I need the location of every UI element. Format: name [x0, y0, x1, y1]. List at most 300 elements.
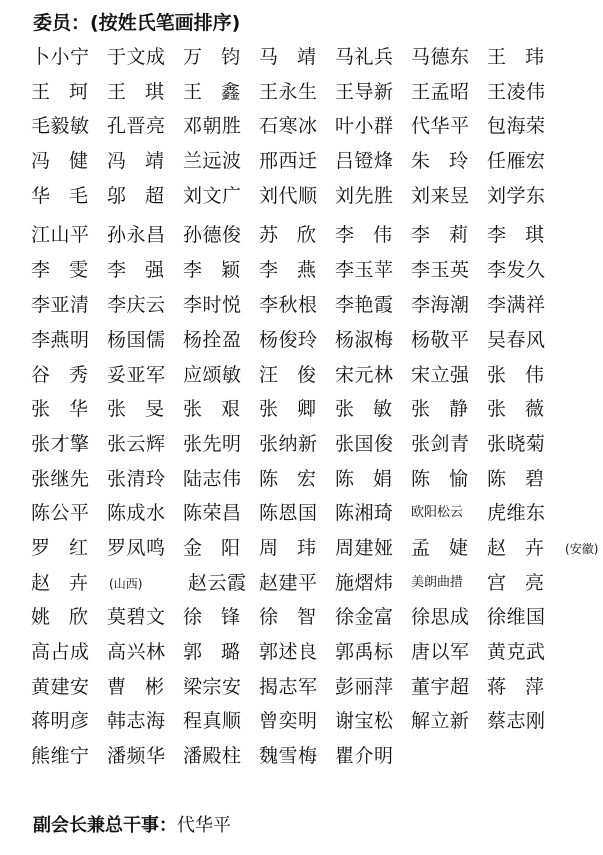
member-name — [335, 566, 394, 600]
member-name — [411, 392, 487, 426]
member-name — [107, 179, 183, 213]
member-name-text: 孙德俊 — [183, 224, 242, 247]
member-name-text: 万钧 — [183, 46, 260, 68]
member-name — [411, 323, 470, 357]
member-name — [107, 144, 183, 178]
member-name-text: 吕镫烽 — [335, 150, 394, 173]
member-name — [259, 739, 318, 773]
member-name-text: 代华平 — [411, 115, 470, 138]
member-name — [31, 253, 107, 287]
member-name-text: 李莉 — [411, 224, 488, 247]
member-name — [487, 144, 546, 178]
member-name — [487, 40, 563, 74]
name-row — [31, 392, 603, 427]
member-name-text: 李满祥 — [487, 294, 546, 317]
member-name-text: 王琪 — [107, 80, 184, 103]
member-name-text: 徐金富 — [335, 606, 394, 629]
member-name-text: 解立新 — [411, 710, 470, 733]
member-name-text: 李发久 — [487, 259, 546, 282]
member-name-text: 张才擎 — [31, 432, 90, 455]
member-name-text: 张伟 — [487, 363, 564, 386]
member-name — [31, 288, 90, 322]
member-name-text: 张旻 — [107, 398, 184, 421]
member-name-text: 李海潮 — [411, 294, 470, 317]
member-name-text: 陈荣昌 — [183, 502, 242, 525]
member-name — [107, 392, 183, 426]
member-name — [335, 109, 394, 143]
member-name — [259, 253, 335, 287]
member-name-text: 马靖 — [259, 46, 336, 68]
member-name — [31, 75, 107, 109]
member-name — [31, 739, 90, 773]
member-name — [487, 75, 546, 109]
member-name-text: 赵建平 — [259, 571, 318, 594]
member-name — [183, 144, 242, 178]
member-name-text: 冯健 — [31, 150, 108, 173]
member-name-text: 任雁宏 — [487, 150, 546, 173]
member-name-text: 李时悦 — [183, 294, 242, 317]
member-name-text: 张先明 — [183, 432, 242, 455]
member-name — [31, 670, 90, 704]
member-name-text: 陈公平 — [31, 502, 90, 525]
member-name — [487, 358, 563, 392]
member-name-text: 张云辉 — [107, 432, 166, 455]
member-name-text: 张清玲 — [107, 467, 166, 490]
committee-member-name-grid — [31, 40, 603, 774]
member-name — [107, 358, 166, 392]
member-name-text: 张卿 — [259, 398, 336, 421]
member-name — [107, 739, 166, 773]
member-name — [31, 496, 90, 530]
member-name — [31, 531, 107, 565]
member-name — [335, 179, 394, 213]
member-name-text: 李玉英 — [411, 259, 470, 282]
member-name — [31, 566, 142, 600]
member-name — [259, 635, 318, 669]
member-name — [411, 635, 470, 669]
member-name-text: 虎维东 — [487, 502, 546, 525]
member-name — [183, 704, 242, 738]
member-name-text: 莫碧文 — [107, 606, 166, 629]
secretary-general-label: 副会长兼总干事： — [33, 815, 177, 836]
member-name-text: 蒋萍 — [487, 675, 564, 698]
name-row — [31, 496, 603, 531]
member-name-text: 李玉苹 — [335, 259, 394, 282]
name-row — [31, 213, 603, 253]
member-name-text: 邢西迁 — [259, 150, 318, 173]
member-name — [183, 427, 242, 461]
member-name — [487, 462, 563, 496]
member-name-text: 李伟 — [335, 224, 412, 247]
member-name-text: 谢宝松 — [335, 710, 394, 733]
member-name-text: 王导新 — [335, 80, 394, 103]
member-name-text: 刘文广 — [183, 184, 242, 207]
member-name-text: 李雯 — [31, 259, 108, 282]
member-name — [335, 392, 411, 426]
member-name — [31, 109, 90, 143]
member-name — [183, 179, 242, 213]
member-name-text: 陈恩国 — [259, 502, 318, 525]
member-name-text: 程真顺 — [183, 710, 242, 733]
name-row — [31, 179, 603, 214]
member-name-text: 高占成 — [31, 641, 90, 663]
member-name-text: 蔡志刚 — [487, 710, 546, 733]
member-name — [259, 288, 318, 322]
member-name-text: 毛毅敏 — [31, 115, 90, 138]
member-name — [487, 179, 546, 213]
name-row — [31, 323, 603, 358]
member-name-text: 马德东 — [411, 46, 470, 68]
member-name-text: 陈宏 — [259, 467, 336, 490]
member-name-text: 张薇 — [487, 398, 564, 421]
member-name — [259, 600, 335, 634]
member-name — [31, 600, 107, 634]
member-name — [335, 358, 394, 392]
member-name — [259, 531, 335, 565]
member-name-text: 李艳霞 — [335, 294, 394, 317]
member-name — [107, 462, 166, 496]
member-name-text: 李颖 — [183, 259, 260, 282]
name-row — [31, 531, 603, 566]
member-name — [31, 144, 107, 178]
member-name-text: 李秋根 — [259, 294, 318, 317]
member-name — [107, 704, 166, 738]
member-name — [259, 704, 318, 738]
member-name — [183, 496, 242, 530]
name-row — [31, 635, 603, 670]
member-name-text: 张静 — [411, 398, 488, 421]
member-name-text: 魏雪梅 — [259, 745, 318, 768]
member-name — [31, 323, 90, 357]
member-name — [107, 109, 166, 143]
member-name — [411, 427, 470, 461]
member-name — [487, 566, 563, 600]
member-name — [183, 739, 242, 773]
member-name — [183, 323, 242, 357]
member-name-text: 唐以军 — [411, 641, 470, 663]
member-name-text: 刘先胜 — [335, 184, 394, 207]
member-name-text: 徐维国 — [487, 606, 546, 629]
member-name-text: 卜小宁 — [31, 46, 90, 68]
name-row — [31, 600, 603, 635]
name-row — [31, 253, 603, 288]
member-name — [335, 600, 394, 634]
name-row — [31, 704, 603, 739]
member-name-text: 宋立强 — [411, 363, 470, 386]
member-name — [335, 496, 394, 530]
member-name — [335, 288, 394, 322]
member-name-text: 张纳新 — [259, 432, 318, 455]
member-name — [411, 462, 487, 496]
member-name — [487, 496, 546, 530]
member-name — [487, 218, 563, 252]
member-name — [107, 253, 183, 287]
member-name — [335, 323, 394, 357]
member-name — [259, 40, 335, 74]
member-name — [183, 358, 242, 392]
member-name — [335, 218, 411, 252]
member-name — [411, 40, 470, 74]
member-name-text: 陈愉 — [411, 467, 488, 490]
member-name-text: 韩志海 — [107, 710, 166, 733]
member-name-text: 华毛 — [31, 184, 108, 207]
member-name — [411, 496, 463, 530]
member-name-text: 蒋明彦 — [31, 710, 90, 733]
member-name — [411, 253, 470, 287]
member-name — [31, 704, 90, 738]
member-name-text: 陈娟 — [335, 467, 412, 490]
member-name-text: 张艰 — [183, 398, 260, 421]
member-name — [335, 462, 411, 496]
member-name — [411, 531, 487, 565]
member-name — [183, 392, 259, 426]
member-name — [107, 323, 166, 357]
member-name-text: 李强 — [107, 259, 184, 282]
committee-members-heading: 委员：(按姓氏笔画排序) — [33, 12, 241, 34]
member-name — [487, 392, 563, 426]
member-name-text: 姚欣 — [31, 606, 108, 629]
member-name — [411, 704, 470, 738]
member-name — [259, 566, 318, 600]
member-name — [411, 109, 470, 143]
member-name — [183, 75, 259, 109]
member-name-text: 苏欣 — [259, 224, 336, 247]
member-name-text: 董宇超 — [411, 675, 470, 698]
member-name-text: 江山平 — [31, 224, 90, 247]
member-name-text: 欧阳松云 — [411, 505, 464, 521]
member-name — [487, 704, 546, 738]
member-name — [487, 323, 546, 357]
member-name — [411, 179, 470, 213]
member-name — [183, 531, 259, 565]
name-row — [31, 566, 603, 601]
member-name — [31, 462, 90, 496]
secretary-general-line — [33, 811, 231, 841]
member-name-text: 高兴林 — [107, 641, 166, 663]
member-name — [411, 288, 470, 322]
secretary-general-name: 代华平 — [177, 815, 231, 836]
member-name — [107, 427, 166, 461]
member-name-text: 陈成水 — [107, 502, 166, 525]
member-name — [107, 218, 166, 252]
name-row — [31, 288, 603, 323]
member-name-text: 周玮 — [259, 536, 336, 559]
member-name-text: 谷秀 — [31, 363, 108, 386]
member-name — [487, 600, 546, 634]
member-name-text: 徐智 — [259, 606, 336, 629]
member-name — [183, 253, 259, 287]
member-name-text: 王鑫 — [183, 80, 260, 103]
member-name — [31, 358, 107, 392]
member-name-text: 陈湘琦 — [335, 502, 394, 525]
member-name-text: 彭丽萍 — [335, 675, 394, 698]
member-name — [259, 109, 318, 143]
member-name — [183, 635, 259, 669]
member-name — [183, 670, 242, 704]
member-name-text: 王凌伟 — [487, 80, 546, 103]
member-name — [487, 531, 598, 565]
member-name — [335, 144, 394, 178]
member-name-text: 张华 — [31, 398, 108, 421]
member-name — [411, 75, 470, 109]
member-name — [183, 600, 259, 634]
member-name-text: 周建娅 — [335, 536, 394, 559]
member-name — [335, 40, 394, 74]
member-name — [259, 358, 335, 392]
member-name-text: 杨拴盈 — [183, 328, 242, 351]
member-name — [411, 218, 487, 252]
member-name-text: 张晓菊 — [487, 432, 546, 455]
member-name — [335, 739, 394, 773]
member-name — [183, 40, 259, 74]
member-name-text: 杨敬平 — [411, 328, 470, 351]
member-name-text: 罗凤鸣 — [107, 536, 166, 559]
member-name-text: 王珂 — [31, 80, 108, 103]
member-name-text: 宫亮 — [487, 571, 564, 594]
member-name-text: 妥亚军 — [107, 363, 166, 386]
member-name-text: 曾奕明 — [259, 710, 318, 733]
member-name-text: 李亚清 — [31, 294, 90, 317]
name-row — [31, 427, 603, 462]
member-name — [411, 358, 470, 392]
member-name-text: 兰远波 — [183, 150, 242, 173]
member-name-text: 罗红 — [31, 536, 108, 559]
member-name — [107, 600, 166, 634]
member-name-text: 李燕 — [259, 259, 336, 282]
member-region-note: (山西) — [109, 576, 143, 591]
member-name-text: 赵云霞 — [188, 571, 247, 594]
member-name — [259, 427, 318, 461]
member-name — [183, 109, 242, 143]
member-name-text: 石寒冰 — [259, 115, 318, 138]
member-name — [411, 600, 470, 634]
member-name — [107, 670, 183, 704]
member-name-text: 邬超 — [107, 184, 184, 207]
member-name-text: 孔晋亮 — [107, 115, 166, 138]
member-name-text: 郭述良 — [259, 641, 318, 663]
member-name — [259, 392, 335, 426]
member-name — [335, 253, 394, 287]
member-name-text: 张剑青 — [411, 432, 470, 455]
member-name-text: 汪俊 — [259, 363, 336, 386]
member-name — [183, 218, 242, 252]
member-name — [259, 179, 318, 213]
member-name-text: 黄克武 — [487, 641, 546, 663]
member-name — [411, 144, 487, 178]
member-name — [487, 427, 546, 461]
member-name-text: 陈碧 — [487, 467, 564, 490]
name-row — [31, 75, 603, 110]
member-name-text: 于文成 — [107, 46, 166, 68]
member-name — [335, 531, 394, 565]
member-name-text: 张国俊 — [335, 432, 394, 455]
member-name-text: 王玮 — [487, 46, 564, 68]
member-name — [31, 218, 90, 252]
name-row — [31, 144, 603, 179]
member-name-text: 揭志军 — [259, 675, 318, 698]
member-name-text: 杨淑梅 — [335, 328, 394, 351]
member-name-text: 郭璐 — [183, 641, 260, 663]
member-name-text: 金阳 — [183, 536, 260, 559]
member-name — [259, 323, 318, 357]
member-name — [335, 427, 394, 461]
member-name — [31, 40, 90, 74]
member-name-text: 张继先 — [31, 467, 90, 490]
member-name — [107, 40, 166, 74]
member-name — [107, 635, 166, 669]
member-name — [107, 288, 166, 322]
member-name-text: 包海荣 — [487, 115, 546, 138]
member-name-text: 潘频华 — [107, 745, 166, 768]
member-name — [31, 635, 90, 669]
member-name-text: 王永生 — [259, 80, 318, 103]
name-row — [31, 358, 603, 393]
member-name-text: 李琪 — [487, 224, 564, 247]
member-name — [183, 288, 242, 322]
member-name-text: 赵卉 — [487, 536, 564, 559]
member-name-text: 施熠炜 — [335, 571, 394, 594]
member-name — [31, 179, 107, 213]
member-name-text: 孙永昌 — [107, 224, 166, 247]
member-region-note: (安徽) — [565, 541, 599, 556]
member-name — [335, 670, 394, 704]
member-name-text: 应颂敏 — [183, 363, 242, 386]
member-name-text: 朱玲 — [411, 150, 488, 173]
member-name-text: 杨国儒 — [107, 328, 166, 351]
member-name-text: 杨俊玲 — [259, 328, 318, 351]
name-row — [31, 739, 603, 774]
member-name-text: 李庆云 — [107, 294, 166, 317]
name-row — [31, 670, 603, 705]
member-name-text: 李燕明 — [31, 328, 90, 351]
member-name — [335, 75, 394, 109]
member-name-text: 赵卉 — [31, 571, 108, 594]
member-name — [107, 496, 166, 530]
member-name-text: 吴春风 — [487, 328, 546, 351]
member-name-text: 王孟昭 — [411, 80, 470, 103]
member-name-text: 瞿介明 — [335, 745, 394, 768]
member-name-text: 陆志伟 — [183, 467, 242, 490]
member-name — [335, 704, 394, 738]
name-row — [31, 109, 603, 144]
name-row — [31, 462, 603, 497]
member-name — [188, 566, 247, 600]
member-name — [487, 635, 546, 669]
member-name — [107, 75, 183, 109]
member-name — [259, 218, 335, 252]
member-name-text: 熊维宁 — [31, 745, 90, 768]
member-name-text: 徐锋 — [183, 606, 260, 629]
name-row — [31, 40, 603, 75]
member-name — [487, 670, 563, 704]
member-name-text: 宋元林 — [335, 363, 394, 386]
member-name-text: 徐思成 — [411, 606, 470, 629]
member-name — [411, 566, 463, 600]
member-name — [411, 670, 470, 704]
member-name-text: 孟婕 — [411, 536, 488, 559]
member-name-text: 梁宗安 — [183, 675, 242, 698]
member-name-text: 曹彬 — [107, 675, 184, 698]
member-name — [487, 253, 546, 287]
member-name-text: 黄建安 — [31, 675, 90, 698]
member-name-text: 美朗曲措 — [411, 574, 464, 590]
member-name — [259, 496, 318, 530]
member-name — [487, 288, 546, 322]
member-name-text: 叶小群 — [335, 115, 394, 138]
member-name — [259, 462, 335, 496]
member-name-text: 潘殿柱 — [183, 745, 242, 768]
member-name-text: 刘学东 — [487, 184, 546, 207]
